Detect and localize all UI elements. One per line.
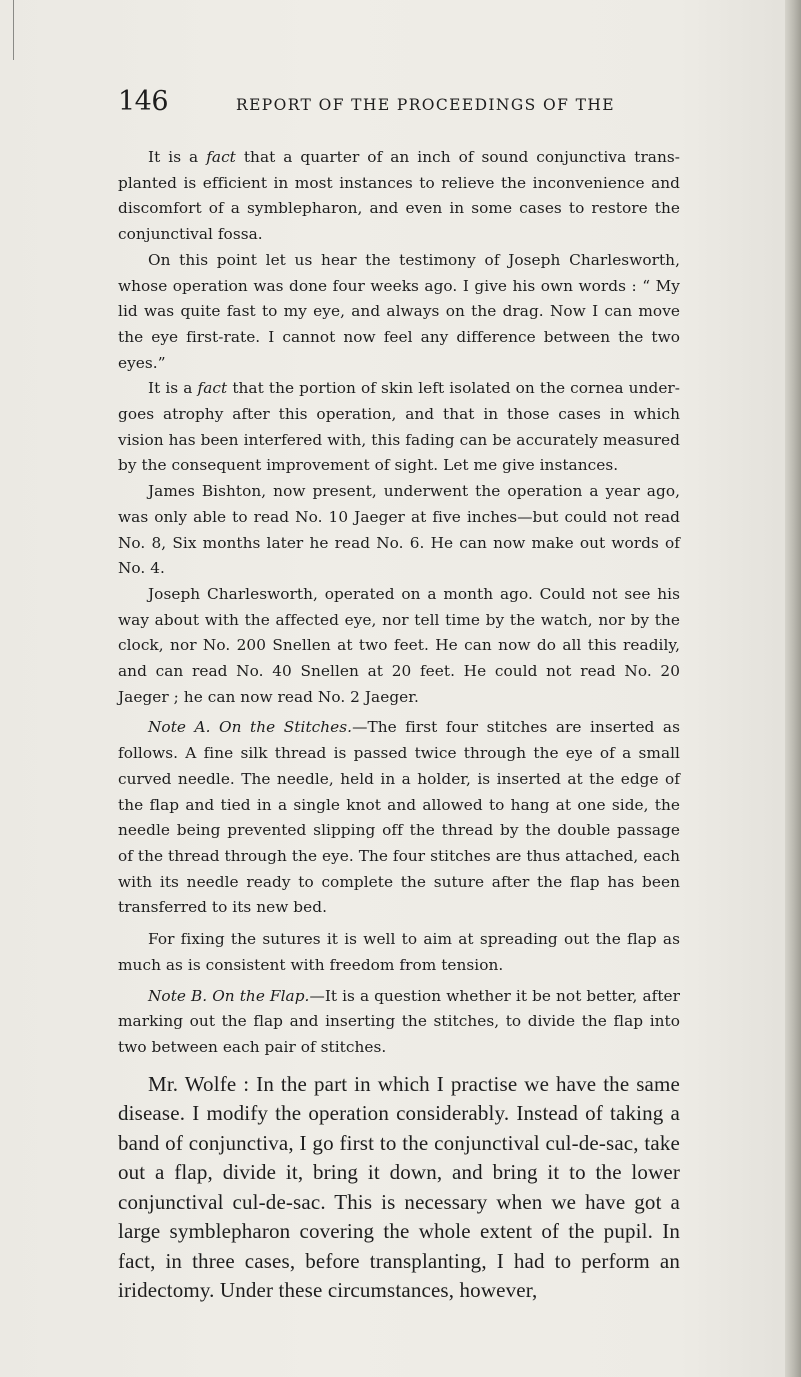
- paragraph-2: On this point let us hear the testimony of Joseph Charlesworth, whose operation was done four weeks ago. I give his own words : “ My lid was quite fast to my eye, and always on the drag. Now I can move the eye first-rate. I cannot now feel any difference between the two eyes.”: [118, 250, 680, 372]
- binding-line: [13, 0, 14, 60]
- paragraph-1: It is a fact that a quarter of an inch of sound conjunctiva trans- planted is efficient in most instances to relieve the inconvenience and discomfort of a symblepharon, and even in some cases to restore the conjunctival fossa.: [118, 148, 680, 244]
- paragraph-mr-wolfe: Mr. Wolfe : In the part in which I practise we have the same disease. I modify the operation considerably. Instead of taking a band of conjunctiva, I go first to the conjunctival cul-de-sac, take out a flap, divide it, bring it down, and bring it to the lower conjunctival cul-de-sac. This is necessary when we have got a large symblepharon covering the whole extent of the pupil. In fact, in three cases, before transplanting, I had to perform an iridectomy. Under these circumstances, however,: [118, 1071, 680, 1303]
- page-header: [118, 86, 678, 126]
- note-a-label: Note A. On the Stitches.: [148, 718, 353, 737]
- paragraph-sutures: For fixing the sutures it is well to aim at spreading out the flap as much as is consistent with freedom from tension.: [118, 930, 680, 974]
- paragraph-5: Joseph Charlesworth, operated on a month ago. Could not see his way about with the affected eye, nor tell time by the watch, nor by the clock, nor No. 200 Snellen at two feet. He can now do all this readily, and can read No. 40 Snellen at 20 feet. He could not read No. 20 Jaeger ; he can now read No. 2 Jaeger.: [118, 584, 680, 706]
- note-b-label: Note B. On the Flap.: [148, 986, 310, 1005]
- running-head: REPORT OF THE PROCEEDINGS OF THE: [236, 96, 615, 114]
- note-a-stitches: Note A. On the Stitches.—The first four stitches are inserted as follows. A fine silk thread is passed twice through the eye of a small curved needle. The needle, held in a holder, is inserted at the edge of the flap and tied in a single knot and allowed to hang at one side, the needle being prevented slipping off the thread by the double passage of the thread through the eye. The four stitches are thus attached, each with its needle ready to complete the suture after the flap has been transferred to its new bed.: [118, 718, 680, 917]
- emphasis-fact: fact: [206, 148, 236, 166]
- page-edge-shadow: [785, 0, 801, 1377]
- page-number: 146: [118, 86, 169, 117]
- note-b-flap: Note B. On the Flap.—It is a question whether it be not better, after marking out the flap and inserting the stitches, to divide the flap into two between each pair of stitches.: [118, 986, 680, 1056]
- paragraph-4: James Bishton, now present, underwent the operation a year ago, was only able to read No. 10 Jaeger at five inches—but could not read No. 8, Six months later he read No. 6. He can now make out words of No. 4.: [118, 482, 680, 578]
- emphasis-fact: fact: [197, 379, 228, 398]
- page-body: [118, 145, 680, 1306]
- paragraph-3: It is a fact that the portion of skin left isolated on the cornea under- goes atrophy after this operation, and that in those cases in which vision has been interfered with, this fading can be accurately measured by the consequent improvement of sight. Let me give instances.: [118, 379, 680, 475]
